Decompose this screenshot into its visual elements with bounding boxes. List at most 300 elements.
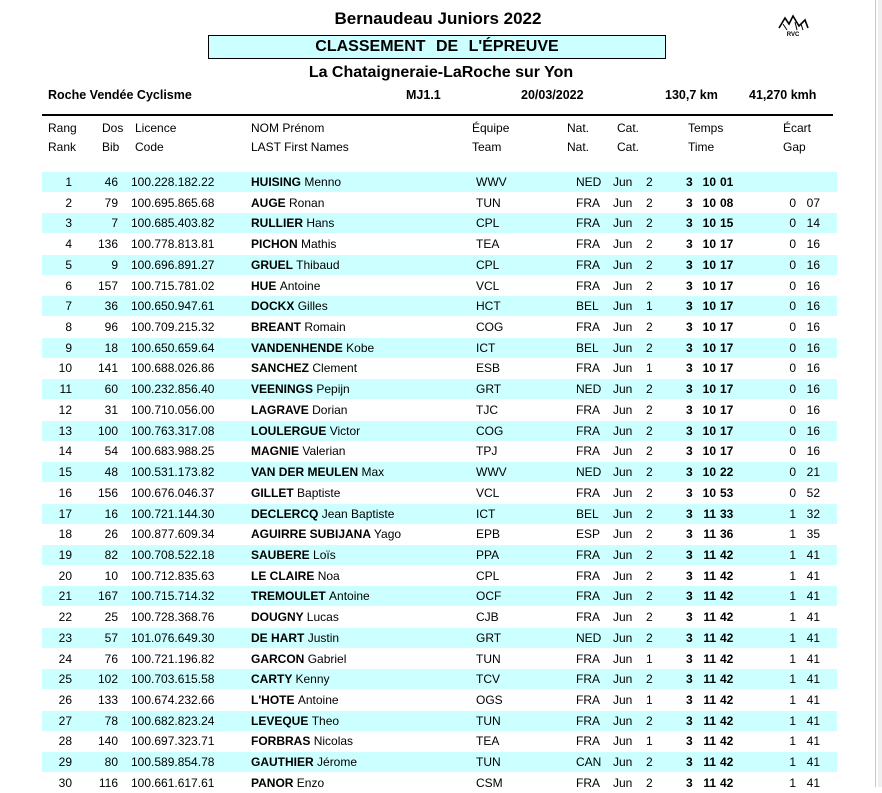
table-row bbox=[42, 441, 837, 461]
time-minutes-cell: 11 bbox=[703, 713, 716, 728]
rank-cell: 27 bbox=[58, 713, 72, 728]
time-minutes-cell: 10 bbox=[702, 382, 716, 397]
rank-cell: 29 bbox=[58, 755, 72, 770]
time-seconds-cell: 17 bbox=[720, 361, 734, 376]
nat-cell: BEL bbox=[576, 506, 599, 521]
last-name: LEVEQUE bbox=[251, 713, 309, 728]
rank-cell: 22 bbox=[58, 610, 72, 625]
last-name: PANOR bbox=[251, 775, 294, 790]
last-name: CARTY bbox=[251, 672, 293, 687]
time-minutes-cell: 11 bbox=[703, 630, 716, 645]
first-name: Clement bbox=[312, 361, 358, 376]
cat-cell: Jun bbox=[613, 547, 633, 562]
first-name: Kenny bbox=[295, 672, 330, 687]
cat-cell: Jun bbox=[613, 340, 633, 355]
first-name: Valerian bbox=[302, 444, 346, 459]
time-minutes-cell: 10 bbox=[702, 175, 716, 189]
rank-cell: 20 bbox=[58, 568, 72, 583]
name-cell bbox=[251, 465, 384, 479]
cat-num-cell: 1 bbox=[646, 361, 653, 376]
name-cell bbox=[251, 196, 324, 210]
bib-cell: 100 bbox=[97, 423, 118, 438]
nat-cell: FRA bbox=[576, 320, 600, 335]
time-minutes-cell: 10 bbox=[702, 216, 716, 231]
first-name: Jean Baptiste bbox=[321, 506, 395, 521]
gap-seconds-cell: 41 bbox=[806, 630, 820, 645]
gap-minutes-cell: 1 bbox=[789, 775, 796, 790]
rank-cell: 4 bbox=[65, 237, 72, 252]
gap-minutes-cell: 1 bbox=[789, 693, 796, 707]
last-name: GARCON bbox=[251, 651, 305, 666]
licence-cell: 100.715.714.32 bbox=[131, 589, 215, 604]
gap-minutes-cell: 1 bbox=[789, 568, 796, 583]
rank-cell: 7 bbox=[65, 299, 72, 314]
name-cell bbox=[251, 403, 347, 417]
cat-cell: Jun bbox=[613, 651, 633, 666]
header-dos: Dos bbox=[102, 121, 124, 135]
last-name: FORBRAS bbox=[251, 734, 311, 749]
bib-cell: 46 bbox=[104, 175, 118, 189]
table-row bbox=[42, 649, 837, 669]
table-row bbox=[42, 586, 837, 606]
gap-minutes-cell: 0 bbox=[789, 320, 796, 335]
licence-cell: 100.232.856.40 bbox=[131, 382, 215, 397]
time-seconds-cell: 42 bbox=[720, 568, 734, 583]
last-name: VEENINGS bbox=[251, 382, 314, 397]
last-name: AGUIRRE SUBIJANA bbox=[251, 527, 371, 542]
nat-cell: BEL bbox=[576, 340, 599, 355]
table-row bbox=[42, 213, 837, 233]
header-time: Time bbox=[688, 140, 715, 154]
cat-num-cell: 2 bbox=[646, 547, 653, 562]
time-hours-cell: 3 bbox=[686, 651, 693, 666]
time-seconds-cell: 17 bbox=[720, 320, 734, 335]
gap-seconds-cell: 41 bbox=[806, 610, 820, 625]
nat-cell: FRA bbox=[576, 775, 600, 790]
cat-cell: Jun bbox=[613, 775, 633, 790]
gap-seconds-cell: 14 bbox=[806, 216, 820, 231]
rank-cell: 2 bbox=[65, 195, 72, 210]
bib-cell: 116 bbox=[98, 775, 118, 790]
licence-cell: 100.695.865.68 bbox=[131, 195, 215, 210]
bib-cell: 156 bbox=[97, 485, 118, 500]
rank-cell: 1 bbox=[65, 175, 72, 189]
time-seconds-cell: 36 bbox=[720, 527, 734, 542]
name-cell bbox=[251, 589, 370, 603]
time-minutes-cell: 11 bbox=[703, 651, 716, 666]
time-seconds-cell: 42 bbox=[720, 610, 734, 625]
gap-seconds-cell: 16 bbox=[806, 278, 820, 293]
last-name: VANDENHENDE bbox=[251, 340, 343, 355]
time-seconds-cell: 17 bbox=[720, 237, 734, 252]
cat-cell: Jun bbox=[613, 568, 633, 583]
name-cell bbox=[251, 341, 374, 355]
time-hours-cell: 3 bbox=[686, 444, 693, 459]
cat-cell: Jun bbox=[613, 755, 633, 770]
name-cell bbox=[251, 258, 340, 272]
header-team: Team bbox=[472, 140, 502, 154]
table-row bbox=[42, 545, 837, 565]
gap-minutes-cell: 1 bbox=[789, 506, 796, 521]
last-name: SANCHEZ bbox=[251, 361, 310, 376]
nat-cell: FRA bbox=[576, 589, 600, 604]
name-cell bbox=[251, 610, 339, 624]
header-temps: Temps bbox=[688, 121, 724, 135]
time-seconds-cell: 42 bbox=[720, 734, 734, 749]
bib-cell: 133 bbox=[97, 693, 118, 707]
nat-cell: NED bbox=[576, 630, 602, 645]
bib-cell: 9 bbox=[111, 257, 118, 272]
bib-cell: 96 bbox=[104, 320, 118, 335]
gap-minutes-cell: 1 bbox=[789, 630, 796, 645]
first-name: Yago bbox=[373, 527, 402, 542]
time-hours-cell: 3 bbox=[686, 237, 693, 252]
name-cell bbox=[251, 672, 330, 686]
licence-cell: 100.688.026.86 bbox=[131, 361, 215, 376]
gap-minutes-cell: 0 bbox=[789, 361, 796, 376]
time-hours-cell: 3 bbox=[686, 299, 693, 314]
rank-cell: 10 bbox=[58, 361, 72, 376]
last-name: HUE bbox=[251, 278, 277, 293]
time-seconds-cell: 17 bbox=[720, 278, 734, 293]
licence-cell: 100.778.813.81 bbox=[131, 237, 215, 252]
time-seconds-cell: 17 bbox=[720, 257, 734, 272]
licence-cell: 100.682.823.24 bbox=[131, 713, 215, 728]
header-code: Code bbox=[135, 140, 164, 154]
cat-num-cell: 2 bbox=[646, 527, 653, 542]
cat-cell: Jun bbox=[613, 175, 633, 189]
last-name: RULLIER bbox=[251, 216, 303, 231]
first-name: Pepijn bbox=[316, 382, 350, 397]
time-hours-cell: 3 bbox=[686, 278, 693, 293]
gap-seconds-cell: 35 bbox=[806, 527, 820, 542]
rank-cell: 30 bbox=[58, 775, 72, 790]
nat-cell: CAN bbox=[576, 755, 602, 770]
team-cell: COG bbox=[476, 320, 504, 335]
time-hours-cell: 3 bbox=[686, 568, 693, 583]
name-cell bbox=[251, 507, 394, 521]
cat-cell: Jun bbox=[613, 444, 633, 459]
nat-cell: NED bbox=[576, 465, 602, 480]
time-hours-cell: 3 bbox=[686, 195, 693, 210]
time-seconds-cell: 42 bbox=[720, 651, 734, 666]
cat-num-cell: 2 bbox=[646, 402, 653, 417]
cat-cell: Jun bbox=[613, 278, 633, 293]
team-cell: TUN bbox=[476, 713, 501, 728]
cat-num-cell: 2 bbox=[646, 755, 653, 770]
nat-cell: FRA bbox=[576, 713, 600, 728]
cat-cell: Jun bbox=[613, 465, 633, 480]
licence-cell: 100.228.182.22 bbox=[131, 175, 215, 189]
time-seconds-cell: 42 bbox=[720, 589, 734, 604]
time-minutes-cell: 10 bbox=[702, 237, 716, 252]
name-cell bbox=[251, 299, 328, 313]
time-minutes-cell: 10 bbox=[702, 278, 716, 293]
last-name: AUGE bbox=[251, 195, 286, 210]
time-minutes-cell: 11 bbox=[703, 755, 716, 770]
last-name: GILLET bbox=[251, 485, 294, 500]
gap-seconds-cell: 16 bbox=[806, 340, 820, 355]
table-row bbox=[42, 628, 837, 648]
cat-num-cell: 2 bbox=[646, 444, 653, 459]
time-hours-cell: 3 bbox=[686, 320, 693, 335]
time-minutes-cell: 10 bbox=[702, 195, 716, 210]
cat-cell: Jun bbox=[613, 382, 633, 397]
cat-cell: Jun bbox=[613, 216, 633, 231]
cat-num-cell: 2 bbox=[646, 485, 653, 500]
bib-cell: 7 bbox=[111, 216, 118, 231]
time-minutes-cell: 11 bbox=[703, 527, 716, 542]
first-name: Max bbox=[361, 465, 385, 480]
table-row bbox=[42, 172, 837, 192]
gap-seconds-cell: 41 bbox=[806, 693, 820, 707]
cat-num-cell: 2 bbox=[646, 216, 653, 231]
time-seconds-cell: 42 bbox=[720, 672, 734, 687]
last-name: L'HOTE bbox=[251, 693, 295, 707]
bib-cell: 140 bbox=[97, 734, 118, 749]
last-name: DE HART bbox=[251, 630, 305, 645]
rank-cell: 8 bbox=[65, 320, 72, 335]
bib-cell: 16 bbox=[104, 506, 118, 521]
gap-minutes-cell: 0 bbox=[789, 423, 796, 438]
first-name: Noa bbox=[317, 568, 340, 583]
rank-cell: 24 bbox=[58, 651, 72, 666]
rank-cell: 26 bbox=[58, 693, 72, 707]
time-minutes-cell: 11 bbox=[703, 693, 716, 707]
bib-cell: 78 bbox=[104, 713, 118, 728]
licence-cell: 100.650.947.61 bbox=[131, 299, 215, 314]
time-minutes-cell: 11 bbox=[703, 734, 716, 749]
team-cell: TEA bbox=[476, 237, 500, 252]
cat-num-cell: 1 bbox=[646, 734, 653, 749]
club-logo bbox=[775, 14, 811, 38]
cat-num-cell: 1 bbox=[646, 651, 653, 666]
table-row bbox=[42, 379, 837, 399]
time-seconds-cell: 17 bbox=[720, 382, 734, 397]
time-minutes-cell: 10 bbox=[702, 299, 716, 314]
time-seconds-cell: 17 bbox=[720, 423, 734, 438]
team-cell: CPL bbox=[476, 216, 500, 231]
rank-cell: 11 bbox=[59, 382, 72, 397]
bib-cell: 57 bbox=[104, 630, 118, 645]
table-row bbox=[42, 731, 837, 751]
time-hours-cell: 3 bbox=[686, 527, 693, 542]
rank-cell: 15 bbox=[58, 465, 72, 480]
bib-cell: 76 bbox=[104, 651, 118, 666]
nat-cell: FRA bbox=[576, 651, 600, 666]
gap-seconds-cell: 16 bbox=[806, 299, 820, 314]
gap-seconds-cell: 41 bbox=[806, 651, 820, 666]
table-row bbox=[42, 669, 837, 689]
licence-cell: 100.712.835.63 bbox=[131, 568, 215, 583]
bib-cell: 25 bbox=[104, 610, 118, 625]
time-seconds-cell: 01 bbox=[720, 175, 734, 189]
last-name: GAUTHIER bbox=[251, 755, 314, 770]
table-row bbox=[42, 358, 837, 378]
time-hours-cell: 3 bbox=[686, 693, 693, 707]
nat-cell: NED bbox=[576, 175, 602, 189]
name-cell bbox=[251, 714, 339, 728]
first-name: Dorian bbox=[312, 402, 348, 417]
licence-cell: 100.697.323.71 bbox=[131, 734, 215, 749]
gap-minutes-cell: 0 bbox=[789, 257, 796, 272]
bib-cell: 48 bbox=[104, 465, 118, 480]
first-name: Victor bbox=[329, 423, 361, 438]
header-cat: Cat. bbox=[617, 121, 640, 135]
name-cell bbox=[251, 279, 320, 293]
first-name: Kobe bbox=[346, 340, 375, 355]
time-seconds-cell: 15 bbox=[720, 216, 734, 231]
race-distance: 130,7 km bbox=[665, 88, 718, 102]
rank-cell: 18 bbox=[58, 527, 72, 542]
licence-cell: 100.721.144.30 bbox=[131, 506, 215, 521]
team-cell: TUN bbox=[476, 651, 501, 666]
last-name: MAGNIE bbox=[251, 444, 299, 459]
time-hours-cell: 3 bbox=[686, 630, 693, 645]
rank-cell: 5 bbox=[65, 257, 72, 272]
time-minutes-cell: 11 bbox=[703, 610, 716, 625]
header-rang: Rang bbox=[48, 121, 77, 135]
name-cell bbox=[251, 527, 401, 541]
name-cell bbox=[251, 569, 340, 583]
header-nom: NOM Prénom bbox=[251, 121, 325, 135]
nat-cell: FRA bbox=[576, 216, 600, 231]
race-date: 20/03/2022 bbox=[521, 88, 584, 102]
time-minutes-cell: 11 bbox=[703, 775, 716, 790]
last-name: SAUBERE bbox=[251, 547, 310, 562]
nat-cell: NED bbox=[576, 382, 602, 397]
cat-cell: Jun bbox=[613, 506, 633, 521]
nat-cell: BEL bbox=[576, 299, 599, 314]
classement-banner bbox=[208, 35, 666, 59]
time-minutes-cell: 11 bbox=[703, 672, 716, 687]
gap-seconds-cell: 16 bbox=[806, 361, 820, 376]
cat-num-cell: 2 bbox=[646, 610, 653, 625]
gap-seconds-cell: 41 bbox=[806, 672, 820, 687]
gap-seconds-cell: 52 bbox=[806, 485, 820, 500]
time-seconds-cell: 42 bbox=[720, 755, 734, 770]
first-name: Justin bbox=[307, 630, 340, 645]
team-cell: CPL bbox=[476, 568, 500, 583]
time-minutes-cell: 11 bbox=[703, 568, 716, 583]
first-name: Theo bbox=[311, 713, 340, 728]
last-name: VAN DER MEULEN bbox=[251, 465, 359, 480]
licence-cell: 100.715.781.02 bbox=[131, 278, 215, 293]
first-name: Baptiste bbox=[297, 485, 341, 500]
licence-cell: 100.721.196.82 bbox=[131, 651, 215, 666]
last-name: DOUGNY bbox=[251, 610, 304, 625]
time-hours-cell: 3 bbox=[686, 734, 693, 749]
name-cell bbox=[251, 486, 340, 500]
time-minutes-cell: 10 bbox=[702, 257, 716, 272]
licence-cell: 100.650.659.64 bbox=[131, 340, 215, 355]
gap-minutes-cell: 1 bbox=[789, 713, 796, 728]
table-row bbox=[42, 421, 837, 441]
gap-seconds-cell: 16 bbox=[806, 402, 820, 417]
gap-seconds-cell: 16 bbox=[806, 423, 820, 438]
last-name: BREANT bbox=[251, 320, 301, 335]
header-nat: Nat. bbox=[567, 121, 590, 135]
gap-minutes-cell: 1 bbox=[789, 527, 796, 542]
header-cat-en: Cat. bbox=[617, 140, 640, 154]
scrollbar-track[interactable] bbox=[878, 0, 882, 787]
cat-num-cell: 2 bbox=[646, 672, 653, 687]
time-hours-cell: 3 bbox=[686, 610, 693, 625]
cat-num-cell: 2 bbox=[646, 775, 653, 790]
team-cell: WWV bbox=[476, 465, 507, 480]
gap-seconds-cell: 16 bbox=[806, 320, 820, 335]
gap-minutes-cell: 1 bbox=[789, 672, 796, 687]
gap-seconds-cell: 21 bbox=[806, 465, 820, 480]
table-row bbox=[42, 690, 837, 710]
licence-cell: 100.589.854.78 bbox=[131, 755, 215, 770]
gap-seconds-cell: 16 bbox=[806, 257, 820, 272]
nat-cell: ESP bbox=[576, 527, 601, 542]
cat-cell: Jun bbox=[613, 527, 633, 542]
bib-cell: 167 bbox=[97, 589, 118, 604]
team-cell: TCV bbox=[476, 672, 500, 687]
time-hours-cell: 3 bbox=[686, 402, 693, 417]
time-hours-cell: 3 bbox=[686, 361, 693, 376]
last-name: DOCKX bbox=[251, 299, 295, 314]
cat-cell: Jun bbox=[613, 610, 633, 625]
name-cell bbox=[251, 776, 324, 790]
cat-num-cell: 2 bbox=[646, 320, 653, 335]
organizer: Roche Vendée Cyclisme bbox=[48, 88, 192, 102]
cat-num-cell: 2 bbox=[646, 257, 653, 272]
time-hours-cell: 3 bbox=[686, 485, 693, 500]
first-name: Gilles bbox=[297, 299, 328, 314]
licence-cell: 100.703.615.58 bbox=[131, 672, 215, 687]
cat-num-cell: 1 bbox=[646, 693, 653, 707]
licence-cell: 100.676.046.37 bbox=[131, 485, 215, 500]
time-minutes-cell: 11 bbox=[703, 547, 716, 562]
first-name: Thibaud bbox=[296, 257, 340, 272]
gap-minutes-cell: 0 bbox=[789, 444, 796, 459]
time-seconds-cell: 17 bbox=[720, 299, 734, 314]
team-cell: EPB bbox=[476, 527, 501, 542]
licence-cell: 100.696.891.27 bbox=[131, 257, 215, 272]
first-name: Menno bbox=[304, 175, 342, 189]
time-seconds-cell: 17 bbox=[720, 402, 734, 417]
header-rank: Rank bbox=[48, 140, 77, 154]
team-cell: TPJ bbox=[476, 444, 498, 459]
licence-cell: 100.710.056.00 bbox=[131, 402, 215, 417]
licence-cell: 100.877.609.34 bbox=[131, 527, 215, 542]
table-row bbox=[42, 483, 837, 503]
time-hours-cell: 3 bbox=[686, 257, 693, 272]
bib-cell: 141 bbox=[97, 361, 118, 376]
team-cell: CJB bbox=[476, 610, 499, 625]
gap-seconds-cell: 32 bbox=[806, 506, 820, 521]
gap-seconds-cell: 16 bbox=[806, 237, 820, 252]
nat-cell: FRA bbox=[576, 257, 600, 272]
time-hours-cell: 3 bbox=[686, 547, 693, 562]
time-minutes-cell: 10 bbox=[702, 444, 716, 459]
gap-seconds-cell: 41 bbox=[806, 775, 820, 790]
table-row bbox=[42, 317, 837, 337]
last-name: LAGRAVE bbox=[251, 402, 309, 417]
last-name: DECLERCQ bbox=[251, 506, 319, 521]
first-name: Lucas bbox=[306, 610, 339, 625]
name-cell bbox=[251, 361, 357, 375]
gap-minutes-cell: 1 bbox=[789, 610, 796, 625]
header-nat-en: Nat. bbox=[567, 140, 590, 154]
gap-minutes-cell: 0 bbox=[789, 237, 796, 252]
header-equipe: Équipe bbox=[472, 121, 510, 135]
nat-cell: FRA bbox=[576, 568, 600, 583]
gap-minutes-cell: 0 bbox=[789, 340, 796, 355]
